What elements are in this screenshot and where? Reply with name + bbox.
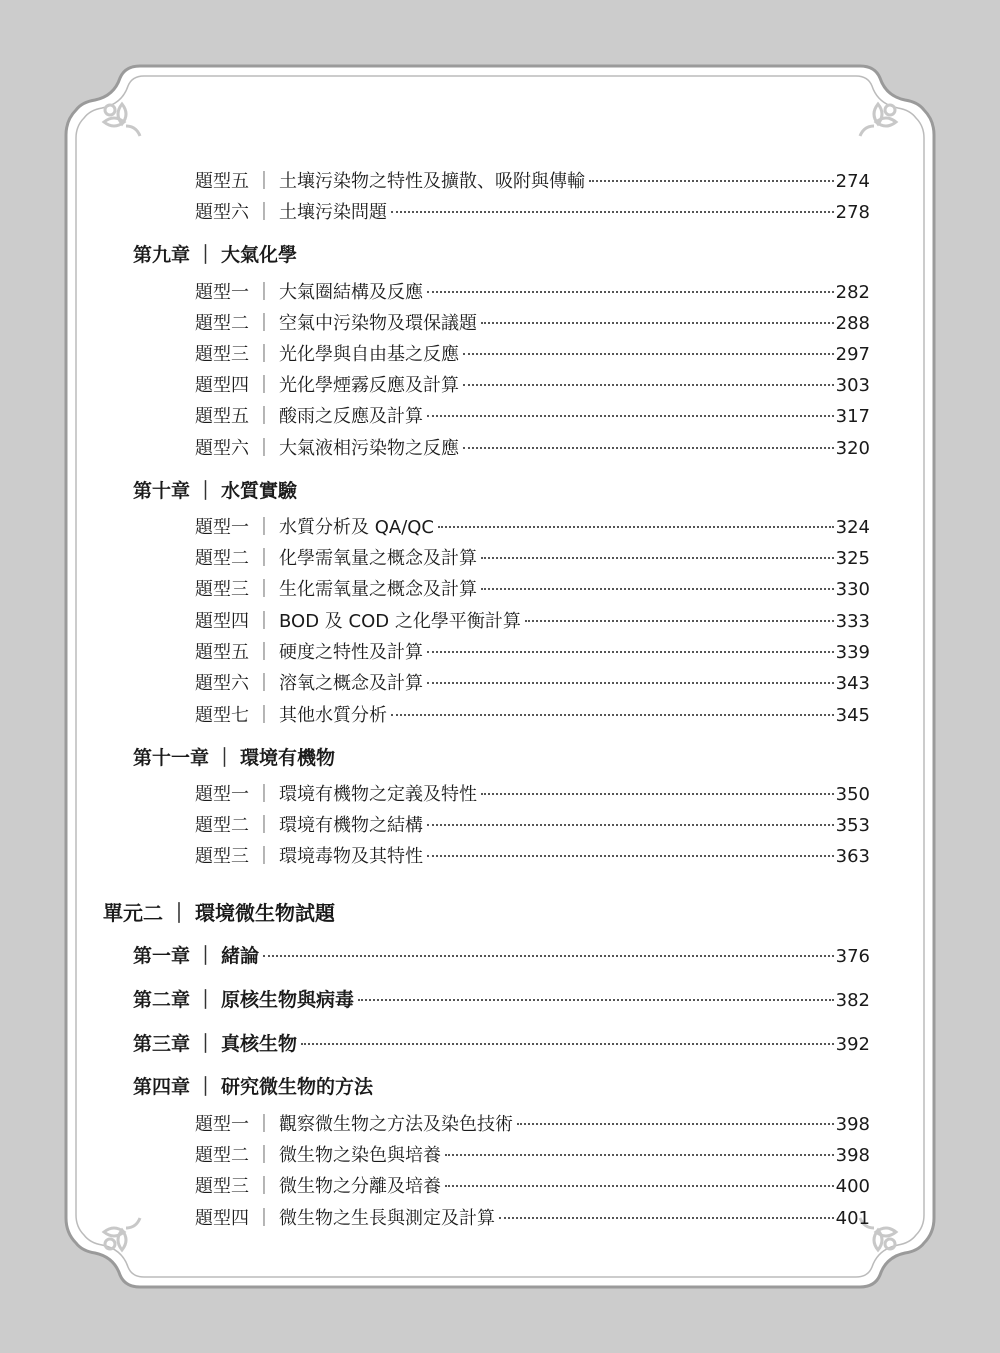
- entry-title: 水質分析及 QA/QC: [279, 517, 435, 538]
- entry-title: 大氣液相污染物之反應: [279, 438, 459, 459]
- dot-leader: [481, 557, 834, 559]
- page-number: 297: [835, 344, 870, 365]
- page-number: 392: [835, 1034, 870, 1055]
- page-number: 320: [835, 438, 870, 459]
- entry-title: 環境有機物: [240, 747, 336, 769]
- page-number: 401: [835, 1208, 870, 1229]
- toc-topic-row: [195, 198, 870, 224]
- entry-title: 光化學煙霧反應及計算: [279, 375, 459, 396]
- separator-bar: ｜: [255, 579, 273, 600]
- dot-leader: [445, 1185, 834, 1187]
- toc-unit-heading: [103, 897, 335, 926]
- dot-leader: [427, 651, 834, 653]
- separator-bar: ｜: [255, 548, 273, 569]
- entry-label: 題型三: [195, 846, 249, 867]
- entry-label: 第四章: [133, 1076, 191, 1098]
- entry-title: 環境毒物及其特性: [279, 846, 423, 867]
- dot-leader: [263, 955, 834, 957]
- separator-bar: ｜: [255, 673, 273, 694]
- toc-topic-row: [195, 1110, 870, 1136]
- entry-label: 題型三: [195, 1176, 249, 1197]
- separator-bar: ｜: [255, 375, 273, 396]
- entry-title: 微生物之分離及培養: [279, 1176, 441, 1197]
- toc-topic-row: [195, 371, 870, 397]
- page-number: 278: [835, 202, 870, 223]
- entry-label: 第十一章: [133, 747, 210, 769]
- entry-title: 硬度之特性及計算: [279, 642, 423, 663]
- dot-leader: [525, 620, 834, 622]
- separator-bar: ｜: [255, 784, 273, 805]
- dot-leader: [481, 793, 834, 795]
- entry-title: 土壤污染問題: [279, 202, 387, 223]
- toc-chapter-heading: [133, 240, 297, 267]
- entry-label: 題型六: [195, 438, 249, 459]
- entry-label: 題型三: [195, 579, 249, 600]
- entry-label: 題型四: [195, 611, 249, 632]
- entry-title: 其他水質分析: [279, 705, 387, 726]
- page-number: 400: [835, 1176, 870, 1197]
- dot-leader: [427, 855, 834, 857]
- separator-bar: ｜: [255, 611, 273, 632]
- separator-bar: ｜: [196, 1033, 216, 1055]
- separator-bar: ｜: [255, 406, 273, 427]
- dot-leader: [499, 1217, 834, 1219]
- dot-leader: [391, 211, 834, 213]
- dot-leader: [427, 415, 834, 417]
- entry-label: 題型五: [195, 171, 249, 192]
- toc-topic-row: [195, 544, 870, 570]
- dot-leader: [391, 714, 834, 716]
- entry-label: 題型五: [195, 406, 249, 427]
- entry-title: 酸雨之反應及計算: [279, 406, 423, 427]
- entry-title: 化學需氧量之概念及計算: [279, 548, 477, 569]
- page-number: 398: [835, 1145, 870, 1166]
- entry-title: 觀察微生物之方法及染色技術: [279, 1114, 513, 1135]
- toc-topic-row: [195, 167, 870, 193]
- page-number: 282: [835, 282, 870, 303]
- entry-label: 題型六: [195, 673, 249, 694]
- entry-title: BOD 及 COD 之化學平衡計算: [279, 611, 521, 632]
- entry-title: 生化需氧量之概念及計算: [279, 579, 477, 600]
- page-number: 398: [835, 1114, 870, 1135]
- entry-title: 大氣化學: [221, 244, 298, 266]
- toc-chapter-row: [133, 941, 870, 968]
- entry-label: 第九章: [133, 244, 191, 266]
- page-number: 345: [835, 705, 870, 726]
- separator-bar: ｜: [255, 846, 273, 867]
- entry-label: 單元二: [103, 901, 163, 925]
- separator-bar: ｜: [196, 1076, 216, 1098]
- toc-topic-row: [195, 575, 870, 601]
- entry-label: 題型二: [195, 548, 249, 569]
- separator-bar: ｜: [255, 815, 273, 836]
- toc-topic-row: [195, 1172, 870, 1198]
- toc-topic-row: [195, 638, 870, 664]
- page-number: 333: [835, 611, 870, 632]
- entry-label: 題型一: [195, 784, 249, 805]
- separator-bar: ｜: [255, 344, 273, 365]
- separator-bar: ｜: [255, 1145, 273, 1166]
- entry-label: 題型二: [195, 1145, 249, 1166]
- page-number: 363: [835, 846, 870, 867]
- dot-leader: [589, 180, 834, 182]
- separator-bar: ｜: [255, 313, 273, 334]
- page-number: 382: [835, 990, 870, 1011]
- toc-topic-row: [195, 1204, 870, 1230]
- entry-label: 題型三: [195, 344, 249, 365]
- entry-label: 第二章: [133, 989, 191, 1011]
- dot-leader: [427, 824, 834, 826]
- toc-topic-row: [195, 669, 870, 695]
- toc-topic-row: [195, 701, 870, 727]
- toc-chapter-row: [133, 1029, 870, 1056]
- page-number: 339: [835, 642, 870, 663]
- separator-bar: ｜: [255, 1176, 273, 1197]
- separator-bar: ｜: [255, 1208, 273, 1229]
- page-number: 288: [835, 313, 870, 334]
- separator-bar: ｜: [215, 747, 235, 769]
- entry-title: 真核生物: [221, 1033, 298, 1055]
- toc-topic-row: [195, 607, 870, 633]
- entry-label: 題型一: [195, 517, 249, 538]
- entry-label: 題型二: [195, 313, 249, 334]
- entry-title: 微生物之生長與測定及計算: [279, 1208, 495, 1229]
- page-number: 353: [835, 815, 870, 836]
- dot-leader: [463, 384, 834, 386]
- entry-label: 第三章: [133, 1033, 191, 1055]
- entry-title: 微生物之染色與培養: [279, 1145, 441, 1166]
- separator-bar: ｜: [196, 945, 216, 967]
- toc-topic-row: [195, 309, 870, 335]
- entry-label: 題型二: [195, 815, 249, 836]
- separator-bar: ｜: [196, 480, 216, 502]
- entry-label: 題型四: [195, 375, 249, 396]
- toc-topic-row: [195, 780, 870, 806]
- dot-leader: [517, 1123, 834, 1125]
- entry-label: 題型一: [195, 1114, 249, 1135]
- toc-chapter-heading: [133, 1072, 373, 1099]
- separator-bar: ｜: [255, 171, 273, 192]
- entry-title: 研究微生物的方法: [221, 1076, 374, 1098]
- page-number: 350: [835, 784, 870, 805]
- dot-leader: [301, 1043, 834, 1045]
- entry-title: 大氣圈結構及反應: [279, 282, 423, 303]
- entry-label: 第十章: [133, 480, 191, 502]
- separator-bar: ｜: [255, 1114, 273, 1135]
- toc-topic-row: [195, 513, 870, 539]
- toc-chapter-row: [133, 985, 870, 1012]
- separator-bar: ｜: [255, 202, 273, 223]
- toc-topic-row: [195, 340, 870, 366]
- page-number: 376: [835, 946, 870, 967]
- toc-topic-row: [195, 278, 870, 304]
- entry-title: 光化學與自由基之反應: [279, 344, 459, 365]
- entry-label: 題型四: [195, 1208, 249, 1229]
- page-number: 343: [835, 673, 870, 694]
- page-number: 317: [835, 406, 870, 427]
- separator-bar: ｜: [196, 989, 216, 1011]
- dot-leader: [438, 526, 834, 528]
- separator-bar: ｜: [255, 642, 273, 663]
- toc-chapter-heading: [133, 476, 297, 503]
- entry-title: 緒論: [221, 945, 260, 967]
- page-number: 274: [835, 171, 870, 192]
- separator-bar: ｜: [255, 705, 273, 726]
- dot-leader: [427, 291, 834, 293]
- separator-bar: ｜: [196, 244, 216, 266]
- entry-title: 環境有機物之定義及特性: [279, 784, 477, 805]
- entry-title: 水質實驗: [221, 480, 298, 502]
- toc-topic-row: [195, 811, 870, 837]
- separator-bar: ｜: [255, 438, 273, 459]
- entry-title: 環境微生物試題: [195, 901, 335, 925]
- dot-leader: [427, 682, 834, 684]
- dot-leader: [481, 322, 834, 324]
- page-number: 303: [835, 375, 870, 396]
- dot-leader: [358, 999, 834, 1001]
- entry-title: 原核生物與病毒: [221, 989, 355, 1011]
- toc-topic-row: [195, 402, 870, 428]
- page-number: 330: [835, 579, 870, 600]
- entry-title: 土壤污染物之特性及擴散、吸附與傳輸: [279, 171, 585, 192]
- entry-title: 溶氧之概念及計算: [279, 673, 423, 694]
- entry-title: 空氣中污染物及環保議題: [279, 313, 477, 334]
- separator-bar: ｜: [169, 901, 189, 925]
- entry-label: 題型七: [195, 705, 249, 726]
- toc-topic-row: [195, 1141, 870, 1167]
- separator-bar: ｜: [255, 517, 273, 538]
- separator-bar: ｜: [255, 282, 273, 303]
- entry-label: 題型六: [195, 202, 249, 223]
- dot-leader: [463, 447, 834, 449]
- toc-topic-row: [195, 842, 870, 868]
- dot-leader: [445, 1154, 834, 1156]
- entry-title: 環境有機物之結構: [279, 815, 423, 836]
- page-number: 324: [835, 517, 870, 538]
- entry-label: 第一章: [133, 945, 191, 967]
- page-number: 325: [835, 548, 870, 569]
- entry-label: 題型五: [195, 642, 249, 663]
- entry-label: 題型一: [195, 282, 249, 303]
- dot-leader: [481, 588, 834, 590]
- dot-leader: [463, 353, 834, 355]
- toc-chapter-heading: [133, 743, 335, 770]
- toc-topic-row: [195, 434, 870, 460]
